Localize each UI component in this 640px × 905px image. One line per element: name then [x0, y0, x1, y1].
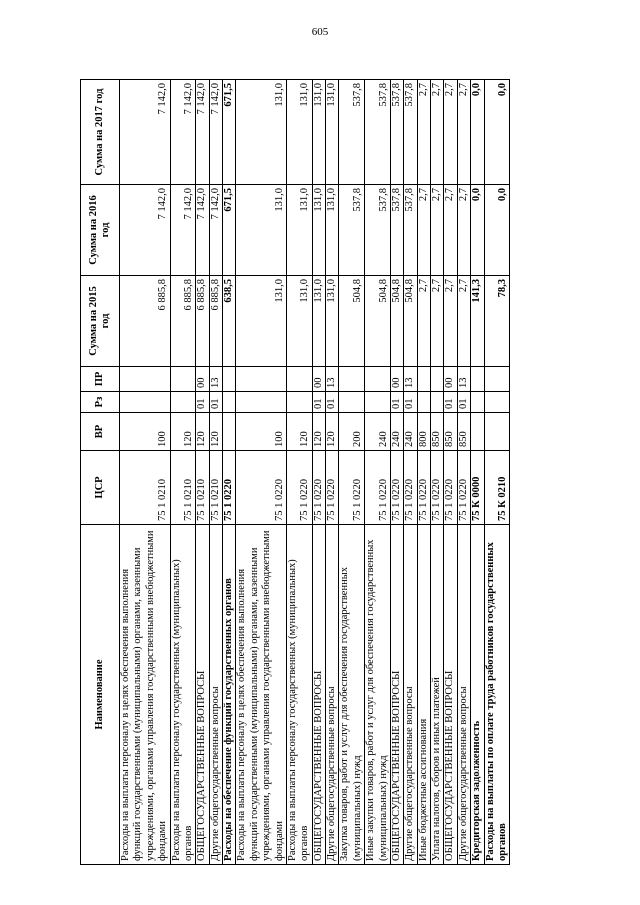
cell-sum-2015: 2,7 [417, 276, 430, 367]
cell-vr: 120 [196, 413, 209, 451]
cell-csr: 75 1 0210 [209, 451, 222, 525]
cell-pr [170, 367, 196, 392]
cell-sum-2016: 671,5 [223, 185, 236, 276]
cell-vr: 800 [417, 413, 430, 451]
cell-rz [170, 392, 196, 413]
cell-pr [223, 367, 236, 392]
cell-vr: 120 [209, 413, 222, 451]
cell-sum-2016: 537,8 [339, 185, 365, 276]
cell-sum-2016: 7 142,0 [209, 185, 222, 276]
table-row [365, 80, 391, 865]
cell-name: Иные закупки товаров, работ и услуг для обеспечения государственных (муниципальных) нужд [365, 525, 391, 865]
cell-name: ОБЩЕГОСУДАРСТВЕННЫЕ ВОПРОСЫ [312, 525, 325, 865]
cell-sum-2015: 6 885,8 [120, 276, 171, 367]
cell-name: Другие общегосударственные вопросы [326, 525, 339, 865]
cell-vr: 100 [236, 413, 287, 451]
cell-sum-2015: 141,3 [471, 276, 484, 367]
table-row [209, 80, 222, 865]
rotated-table-container [80, 80, 582, 865]
cell-sum-2017: 0,0 [471, 80, 484, 185]
cell-sum-2017: 537,8 [404, 80, 417, 185]
cell-rz: 01 [312, 392, 325, 413]
cell-vr: 200 [339, 413, 365, 451]
cell-sum-2016: 2,7 [417, 185, 430, 276]
header-csr: ЦСР [81, 451, 120, 525]
cell-csr: 75 1 0220 [404, 451, 417, 525]
cell-sum-2015: 131,0 [236, 276, 287, 367]
cell-rz [417, 392, 430, 413]
cell-sum-2017: 537,8 [339, 80, 365, 185]
table-row [286, 80, 312, 865]
cell-sum-2015: 6 885,8 [170, 276, 196, 367]
cell-csr: 75 1 0220 [223, 451, 236, 525]
cell-name: Расходы на выплаты персоналу в целях обеспечения выполнения функций государственными (муниципальными) органами, казенными учреждениями, органами управления государственными внебюджетными фондами [236, 525, 287, 865]
cell-vr: 850 [457, 413, 470, 451]
cell-name: ОБЩЕГОСУДАРСТВЕННЫЕ ВОПРОСЫ [196, 525, 209, 865]
cell-name: Иные бюджетные ассигнования [417, 525, 430, 865]
cell-sum-2016: 7 142,0 [120, 185, 171, 276]
cell-csr: 75 1 0220 [312, 451, 325, 525]
cell-sum-2016: 0,0 [484, 185, 510, 276]
cell-pr: 00 [444, 367, 457, 392]
cell-rz: 01 [404, 392, 417, 413]
cell-csr: 75 К 0210 [484, 451, 510, 525]
cell-csr: 75 1 0220 [339, 451, 365, 525]
cell-rz [365, 392, 391, 413]
cell-csr: 75 1 0220 [431, 451, 444, 525]
cell-vr: 120 [170, 413, 196, 451]
cell-sum-2017: 7 142,0 [209, 80, 222, 185]
cell-rz: 01 [196, 392, 209, 413]
cell-sum-2016: 131,0 [236, 185, 287, 276]
cell-name: Закупка товаров, работ и услуг для обеспечения государственных (муниципальных) нужд [339, 525, 365, 865]
header-rz: Рз [81, 392, 120, 413]
cell-name: Уплата налогов, сборов и иных платежей [431, 525, 444, 865]
cell-rz [339, 392, 365, 413]
table-row [417, 80, 430, 865]
cell-sum-2017: 7 142,0 [120, 80, 171, 185]
cell-sum-2017: 131,0 [236, 80, 287, 185]
table-row [312, 80, 325, 865]
cell-csr: 75 1 0220 [444, 451, 457, 525]
cell-pr: 13 [209, 367, 222, 392]
table-header-row [81, 80, 120, 865]
cell-sum-2017: 131,0 [286, 80, 312, 185]
cell-sum-2015: 131,0 [312, 276, 325, 367]
cell-sum-2015: 78,3 [484, 276, 510, 367]
cell-name: Расходы на выплаты персоналу государственных (муниципальных) органов [170, 525, 196, 865]
cell-sum-2015: 504,8 [365, 276, 391, 367]
cell-sum-2017: 671,5 [223, 80, 236, 185]
cell-name: Кредиторская задолженность [471, 525, 484, 865]
cell-pr: 13 [326, 367, 339, 392]
table-row [170, 80, 196, 865]
cell-pr [286, 367, 312, 392]
cell-sum-2015: 638,5 [223, 276, 236, 367]
cell-name: Другие общегосударственные вопросы [457, 525, 470, 865]
cell-sum-2017: 2,7 [457, 80, 470, 185]
cell-name: Расходы на обеспечение функций государственных органов [223, 525, 236, 865]
cell-vr: 240 [390, 413, 403, 451]
cell-vr [223, 413, 236, 451]
table-row [431, 80, 444, 865]
header-vr: ВР [81, 413, 120, 451]
cell-sum-2017: 131,0 [312, 80, 325, 185]
cell-csr: 75 1 0220 [236, 451, 287, 525]
cell-pr [431, 367, 444, 392]
cell-name: Другие общегосударственные вопросы [209, 525, 222, 865]
cell-sum-2017: 7 142,0 [196, 80, 209, 185]
cell-sum-2016: 2,7 [444, 185, 457, 276]
cell-rz [471, 392, 484, 413]
table-row [471, 80, 484, 865]
cell-rz: 01 [444, 392, 457, 413]
table-row [196, 80, 209, 865]
cell-sum-2016: 0,0 [471, 185, 484, 276]
cell-vr: 850 [444, 413, 457, 451]
cell-sum-2017: 2,7 [431, 80, 444, 185]
page-number: 605 [311, 26, 329, 38]
cell-sum-2016: 7 142,0 [170, 185, 196, 276]
cell-rz [431, 392, 444, 413]
cell-sum-2016: 131,0 [312, 185, 325, 276]
cell-csr: 75 1 0220 [390, 451, 403, 525]
cell-sum-2015: 2,7 [457, 276, 470, 367]
cell-csr: 75 1 0210 [120, 451, 171, 525]
cell-vr: 120 [312, 413, 325, 451]
cell-name: Расходы на выплаты по оплате труда работников государственных органов [484, 525, 510, 865]
cell-sum-2015: 6 885,8 [196, 276, 209, 367]
table-row [457, 80, 470, 865]
cell-rz [484, 392, 510, 413]
table-row [390, 80, 403, 865]
cell-name: Другие общегосударственные вопросы [404, 525, 417, 865]
cell-sum-2015: 2,7 [431, 276, 444, 367]
budget-table [80, 79, 510, 865]
cell-csr: 75 1 0210 [196, 451, 209, 525]
table-row [223, 80, 236, 865]
cell-vr: 240 [365, 413, 391, 451]
cell-sum-2015: 6 885,8 [209, 276, 222, 367]
table-row [236, 80, 287, 865]
table-row [444, 80, 457, 865]
cell-pr: 00 [312, 367, 325, 392]
cell-sum-2016: 2,7 [431, 185, 444, 276]
header-sum-2016: Сумма на 2016 год [81, 185, 120, 276]
cell-sum-2016: 537,8 [365, 185, 391, 276]
cell-sum-2015: 504,8 [390, 276, 403, 367]
cell-sum-2017: 7 142,0 [170, 80, 196, 185]
cell-rz [236, 392, 287, 413]
table-row [404, 80, 417, 865]
table-row [339, 80, 365, 865]
header-sum-2015: Сумма на 2015 год [81, 276, 120, 367]
cell-sum-2016: 2,7 [457, 185, 470, 276]
cell-rz [286, 392, 312, 413]
header-sum-2017: Сумма на 2017 год [81, 80, 120, 185]
cell-vr: 240 [404, 413, 417, 451]
table-row [326, 80, 339, 865]
cell-csr: 75 К 0000 [471, 451, 484, 525]
cell-vr: 850 [431, 413, 444, 451]
cell-pr [339, 367, 365, 392]
cell-sum-2016: 131,0 [286, 185, 312, 276]
cell-csr: 75 1 0220 [457, 451, 470, 525]
cell-rz: 01 [326, 392, 339, 413]
cell-sum-2017: 0,0 [484, 80, 510, 185]
cell-sum-2016: 537,8 [404, 185, 417, 276]
cell-pr [365, 367, 391, 392]
cell-sum-2015: 2,7 [444, 276, 457, 367]
cell-csr: 75 1 0220 [417, 451, 430, 525]
cell-rz: 01 [390, 392, 403, 413]
cell-name: Расходы на выплаты персоналу в целях обеспечения выполнения функций государственными (муниципальными) органами, казенными учреждениями, органами управления государственными внебюджетными фондами [120, 525, 171, 865]
cell-vr: 100 [120, 413, 171, 451]
cell-sum-2015: 504,8 [339, 276, 365, 367]
cell-sum-2017: 131,0 [326, 80, 339, 185]
cell-rz: 01 [457, 392, 470, 413]
header-name: Наименование [81, 525, 120, 865]
cell-name: ОБЩЕГОСУДАРСТВЕННЫЕ ВОПРОСЫ [444, 525, 457, 865]
cell-sum-2016: 131,0 [326, 185, 339, 276]
cell-rz [120, 392, 171, 413]
cell-pr [417, 367, 430, 392]
cell-pr [471, 367, 484, 392]
cell-csr: 75 1 0220 [365, 451, 391, 525]
cell-pr [120, 367, 171, 392]
cell-pr [484, 367, 510, 392]
cell-sum-2015: 504,8 [404, 276, 417, 367]
cell-name: ОБЩЕГОСУДАРСТВЕННЫЕ ВОПРОСЫ [390, 525, 403, 865]
table-row [120, 80, 171, 865]
cell-pr: 00 [390, 367, 403, 392]
header-pr: ПР [81, 367, 120, 392]
cell-sum-2017: 537,8 [390, 80, 403, 185]
cell-rz [223, 392, 236, 413]
cell-sum-2017: 537,8 [365, 80, 391, 185]
cell-rz: 01 [209, 392, 222, 413]
cell-vr: 120 [286, 413, 312, 451]
cell-csr: 75 1 0210 [170, 451, 196, 525]
cell-pr: 13 [457, 367, 470, 392]
cell-csr: 75 1 0220 [286, 451, 312, 525]
cell-csr: 75 1 0220 [326, 451, 339, 525]
cell-sum-2017: 2,7 [417, 80, 430, 185]
cell-pr: 13 [404, 367, 417, 392]
cell-sum-2015: 131,0 [326, 276, 339, 367]
cell-name: Расходы на выплаты персоналу государственных (муниципальных) органов [286, 525, 312, 865]
cell-sum-2017: 2,7 [444, 80, 457, 185]
cell-sum-2015: 131,0 [286, 276, 312, 367]
table-row [484, 80, 510, 865]
cell-vr [471, 413, 484, 451]
cell-vr: 120 [326, 413, 339, 451]
cell-sum-2016: 537,8 [390, 185, 403, 276]
cell-vr [484, 413, 510, 451]
table-body [120, 80, 510, 865]
cell-pr [236, 367, 287, 392]
cell-pr: 00 [196, 367, 209, 392]
cell-sum-2016: 7 142,0 [196, 185, 209, 276]
